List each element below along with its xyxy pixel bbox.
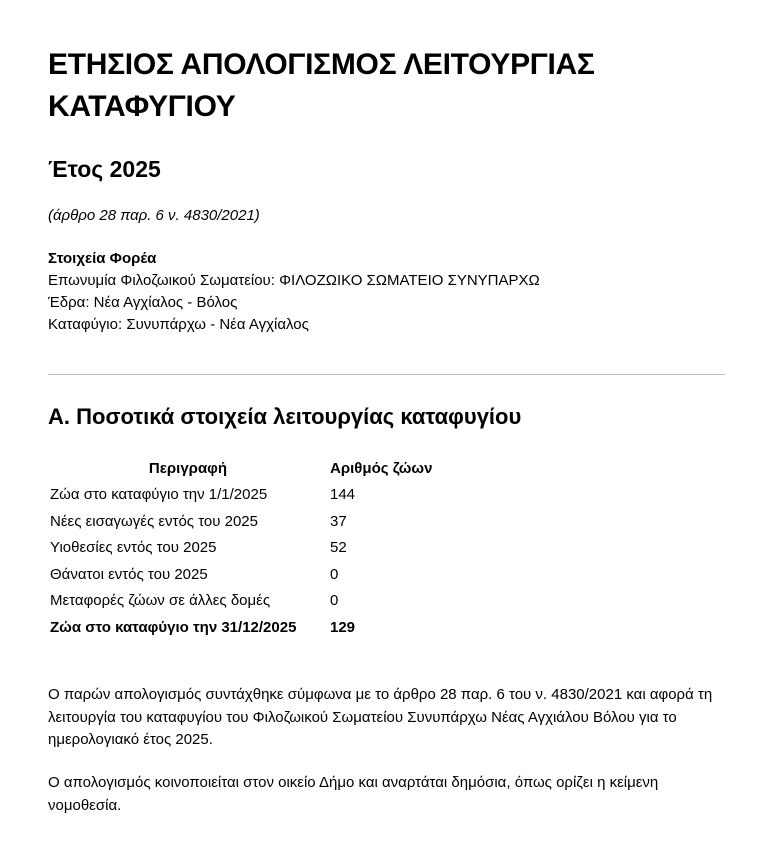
- row-description: Ζώα στο καταφύγιο την 1/1/2025: [50, 486, 268, 504]
- document-title: ΕΤΗΣΙΟΣ ΑΠΟΛΟΓΙΣΜΟΣ ΛΕΙΤΟΥΡΓΙΑΣ ΚΑΤΑΦΥΓΙΟΥ: [48, 48, 595, 123]
- row-count: 52: [330, 539, 347, 557]
- table-row: [48, 508, 432, 535]
- section-a-title: Α. Ποσοτικά στοιχεία λειτουργίας καταφυγίου: [48, 404, 522, 429]
- table-total-row: [48, 614, 432, 641]
- law-reference: (άρθρο 28 παρ. 6 ν. 4830/2021): [48, 207, 260, 224]
- column-header-description: Περιγραφή: [148, 459, 228, 477]
- compliance-note: Ο παρών απολογισμός συντάχθηκε σύμφωνα με το άρθρο 28 παρ. 6 του ν. 4830/2021 και αφορά τη λειτουργία του καταφυγίου του Φιλοζωικού Σωματείου Συνυπάρχω Νέας Αγχιάλου Βόλου για το ημερολογιακό έτος 2025.: [48, 686, 713, 748]
- organization-name: Επωνυμία Φιλοζωικού Σωματείου: ΦΙΛΟΖΩΙΚΟ ΣΩΜΑΤΕΙΟ ΣΥΝΥΠΑΡΧΩ: [48, 272, 540, 289]
- organization-info: [48, 248, 540, 336]
- report-year: Έτος 2025: [48, 156, 161, 182]
- row-count: 144: [330, 486, 356, 504]
- row-count: 0: [330, 565, 339, 583]
- row-count: 0: [330, 592, 339, 610]
- organization-seat: Έδρα: Νέα Αγχίαλος - Βόλος: [48, 294, 238, 311]
- table-header-row: [48, 455, 432, 482]
- organization-heading: Στοιχεία Φορέα: [48, 250, 157, 267]
- table-row: [48, 588, 432, 615]
- animal-stats-table: [48, 455, 432, 641]
- total-description: Ζώα στο καταφύγιο την 31/12/2025: [50, 618, 297, 636]
- section-divider: [48, 374, 725, 375]
- publication-note: Ο απολογισμός κοινοποιείται στον οικείο Δήμο και αναρτάται δημόσια, όπως ορίζει η κείμενη νομοθεσία.: [48, 774, 659, 814]
- row-count: 37: [330, 512, 347, 530]
- column-header-count: Αριθμός ζώων: [330, 459, 433, 477]
- table-row: [48, 561, 432, 588]
- organization-shelter: Καταφύγιο: Συνυπάρχω - Νέα Αγχίαλος: [48, 316, 309, 333]
- row-description: Θάνατοι εντός του 2025: [50, 565, 208, 583]
- row-description: Μεταφορές ζώων σε άλλες δομές: [50, 592, 271, 610]
- row-description: Υιοθεσίες εντός του 2025: [50, 539, 217, 557]
- row-description: Νέες εισαγωγές εντός του 2025: [50, 512, 258, 530]
- table-row: [48, 482, 432, 509]
- total-count: 129: [330, 618, 356, 636]
- table-row: [48, 535, 432, 562]
